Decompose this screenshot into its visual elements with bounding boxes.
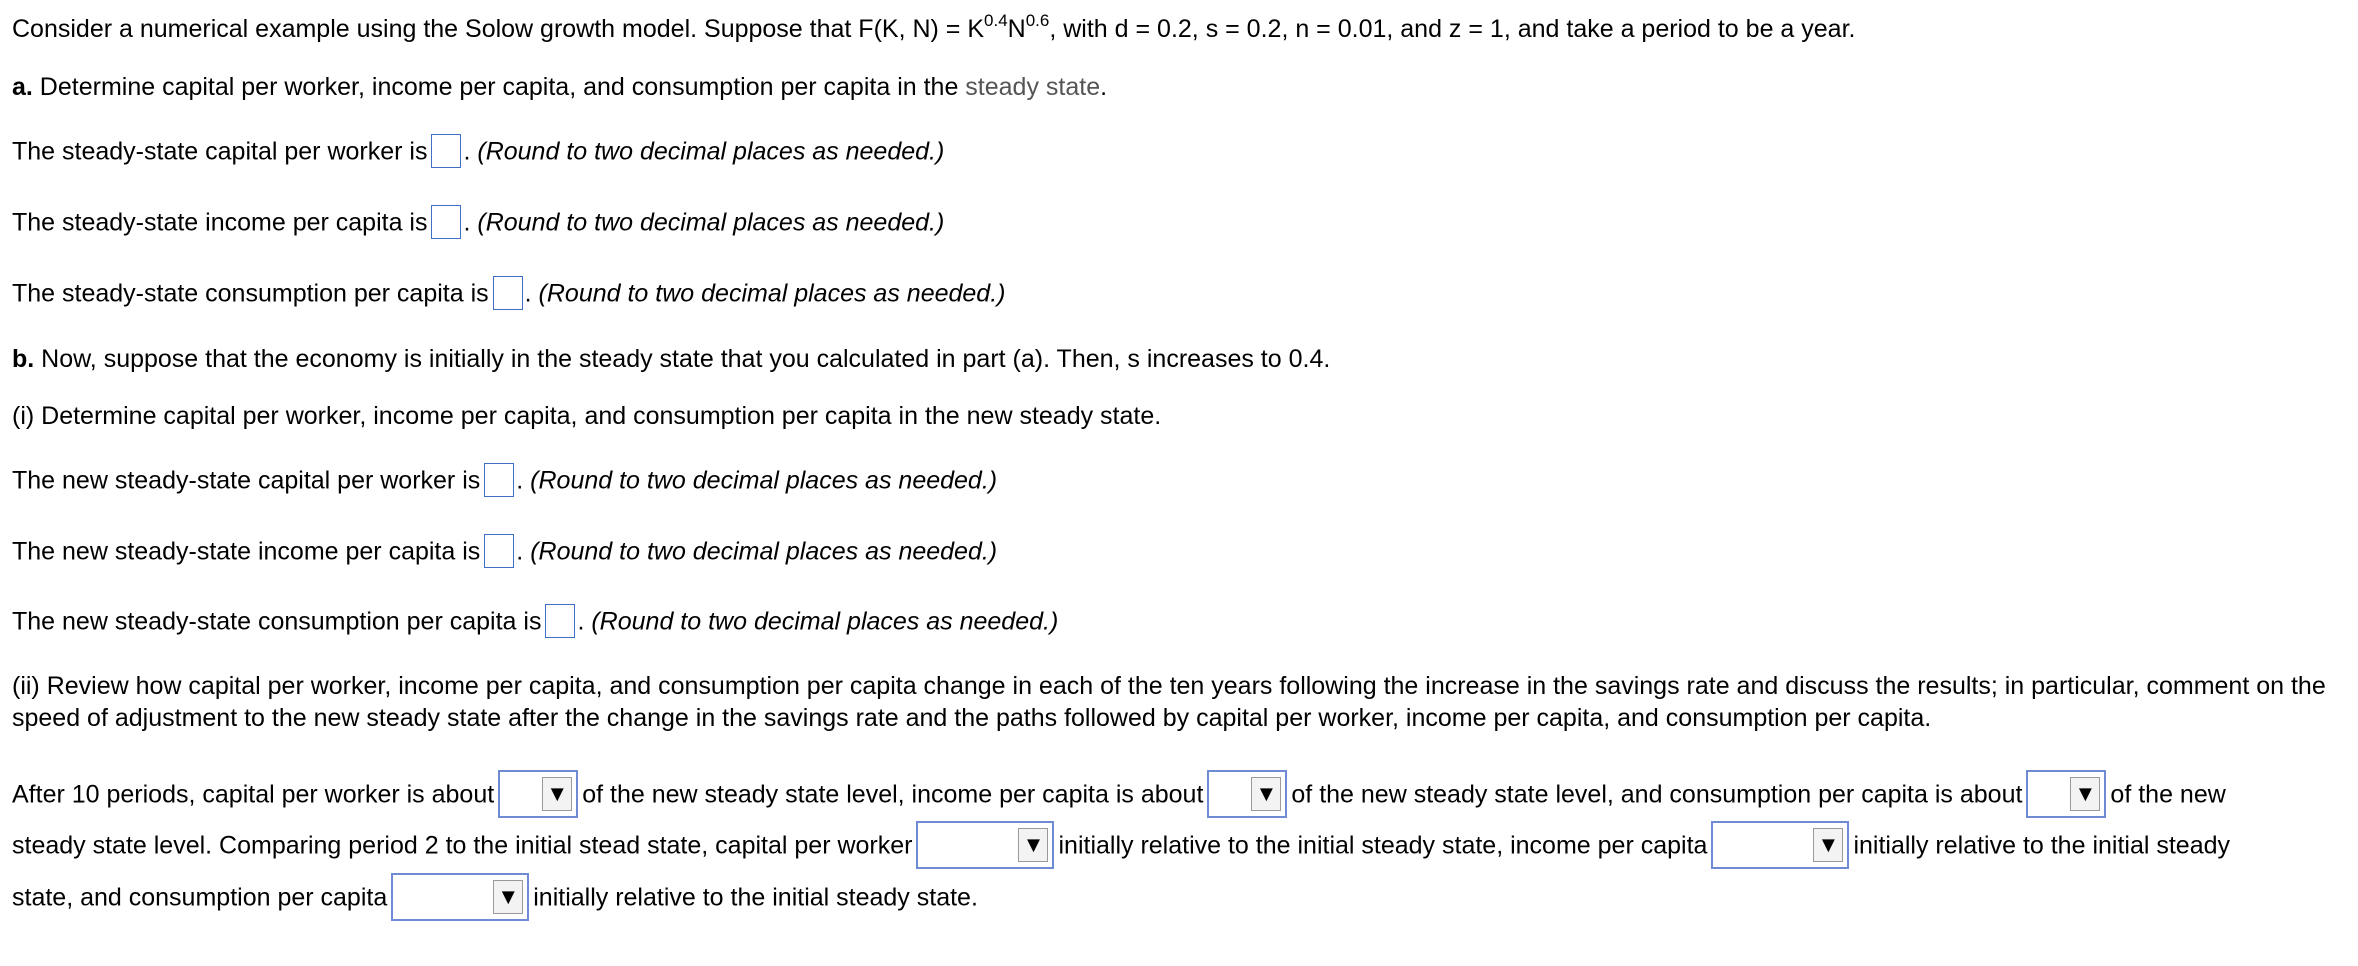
dropdown-line-1 bbox=[12, 772, 2226, 820]
question-b1 bbox=[12, 465, 997, 499]
dropdown-line-2 bbox=[12, 823, 2230, 871]
part-b-prompt bbox=[12, 344, 1330, 374]
part-a-prompt-after: . bbox=[1100, 73, 1108, 101]
round-hint: (Round to two decimal places as needed.) bbox=[538, 279, 1006, 308]
round-hint: (Round to two decimal places as needed.) bbox=[530, 537, 998, 566]
dropdown-arrow-icon: ▼ bbox=[493, 880, 523, 914]
question-b2 bbox=[12, 536, 997, 570]
question-a2 bbox=[12, 207, 944, 241]
question-a3-text: The steady-state consumption per capita is bbox=[12, 279, 489, 308]
steady-state-link[interactable]: steady state bbox=[965, 73, 1101, 101]
dropdown-arrow-icon: ▼ bbox=[1251, 777, 1281, 811]
dropdown-arrow-icon: ▼ bbox=[2070, 777, 2100, 811]
period: . bbox=[516, 466, 524, 495]
intro-text-after: , with d = 0.2, s = 0.2, n = 0.01, and z = 1, and take a period to be a year. bbox=[1049, 15, 1856, 43]
question-b3-text: The new steady-state consumption per capita is bbox=[12, 607, 542, 636]
question-a2-text: The steady-state income per capita is bbox=[12, 208, 428, 237]
sentence-part-4: of the new bbox=[2110, 780, 2226, 809]
dropdown-arrow-icon: ▼ bbox=[542, 777, 572, 811]
intro-text-before: Consider a numerical example using the Solow growth model. Suppose that F(K, N) = K bbox=[12, 15, 985, 43]
sentence-part-9: initially relative to the initial steady state. bbox=[533, 883, 978, 912]
round-hint: (Round to two decimal places as needed.) bbox=[530, 466, 998, 495]
sentence-part-2: of the new steady state level, income per capita is about bbox=[582, 780, 1204, 809]
question-a3 bbox=[12, 278, 1005, 312]
answer-input-b1[interactable] bbox=[484, 463, 514, 497]
part-b-sub-ii: (ii) Review how capital per worker, income per capita, and consumption per capita change in each of the ten years following the increase in the savings rate and discuss the results; in particular, comment on the speed of adjustment to the new steady state after the change in the savings rate and the paths followed by capital per worker, income per capita, and consumption per capita. bbox=[12, 672, 2326, 732]
capital-change-dropdown[interactable] bbox=[916, 821, 1054, 869]
question-a1 bbox=[12, 136, 944, 170]
round-hint: (Round to two decimal places as needed.) bbox=[477, 137, 945, 166]
round-hint: (Round to two decimal places as needed.) bbox=[591, 607, 1059, 636]
period: . bbox=[516, 537, 524, 566]
consumption-change-dropdown[interactable] bbox=[391, 873, 529, 921]
question-b3 bbox=[12, 606, 1058, 640]
sentence-part-5: steady state level. Comparing period 2 to the initial stead state, capital per worker bbox=[12, 831, 913, 860]
part-a-label: a. bbox=[12, 73, 33, 101]
exponent-k: 0.4 bbox=[984, 10, 1008, 30]
part-b-prompt-text: Now, suppose that the economy is initially in the steady state that you calculated in part (a). Then, s increases to 0.4. bbox=[34, 345, 1331, 373]
period: . bbox=[463, 208, 471, 237]
dropdown-arrow-icon: ▼ bbox=[1018, 828, 1048, 862]
part-a-prompt-before: Determine capital per worker, income per capita, and consumption per capita in the bbox=[32, 73, 966, 101]
period: . bbox=[463, 137, 471, 166]
dropdown-arrow-icon: ▼ bbox=[1813, 828, 1843, 862]
sentence-part-7: initially relative to the initial steady bbox=[1853, 831, 2231, 860]
part-a-prompt bbox=[12, 72, 1107, 102]
question-b1-text: The new steady-state capital per worker is bbox=[12, 466, 481, 495]
consumption-percent-dropdown[interactable] bbox=[2026, 770, 2106, 818]
sentence-part-8: state, and consumption per capita bbox=[12, 883, 388, 912]
round-hint: (Round to two decimal places as needed.) bbox=[477, 208, 945, 237]
part-b-sub-i: (i) Determine capital per worker, income per capita, and consumption per capita in the new steady state. bbox=[12, 402, 1162, 430]
exponent-n: 0.6 bbox=[1025, 10, 1050, 30]
answer-input-a1[interactable] bbox=[431, 134, 461, 168]
period: . bbox=[577, 607, 585, 636]
sentence-part-1: After 10 periods, capital per worker is about bbox=[12, 780, 495, 809]
question-b2-text: The new steady-state income per capita is bbox=[12, 537, 481, 566]
question-a1-text: The steady-state capital per worker is bbox=[12, 137, 428, 166]
income-change-dropdown[interactable] bbox=[1711, 821, 1849, 869]
sentence-part-3: of the new steady state level, and consumption per capita is about bbox=[1291, 780, 2023, 809]
capital-percent-dropdown[interactable] bbox=[498, 770, 578, 818]
period: . bbox=[524, 279, 532, 308]
answer-input-b2[interactable] bbox=[484, 534, 514, 568]
sentence-part-6: initially relative to the initial steady state, income per capita bbox=[1058, 831, 1708, 860]
dropdown-line-3 bbox=[12, 875, 978, 923]
intro-line bbox=[12, 10, 1856, 44]
answer-input-a2[interactable] bbox=[431, 205, 461, 239]
answer-input-b3[interactable] bbox=[545, 604, 575, 638]
n-letter: N bbox=[1007, 15, 1026, 43]
income-percent-dropdown[interactable] bbox=[1207, 770, 1287, 818]
part-b-label: b. bbox=[12, 345, 35, 373]
answer-input-a3[interactable] bbox=[493, 276, 523, 310]
